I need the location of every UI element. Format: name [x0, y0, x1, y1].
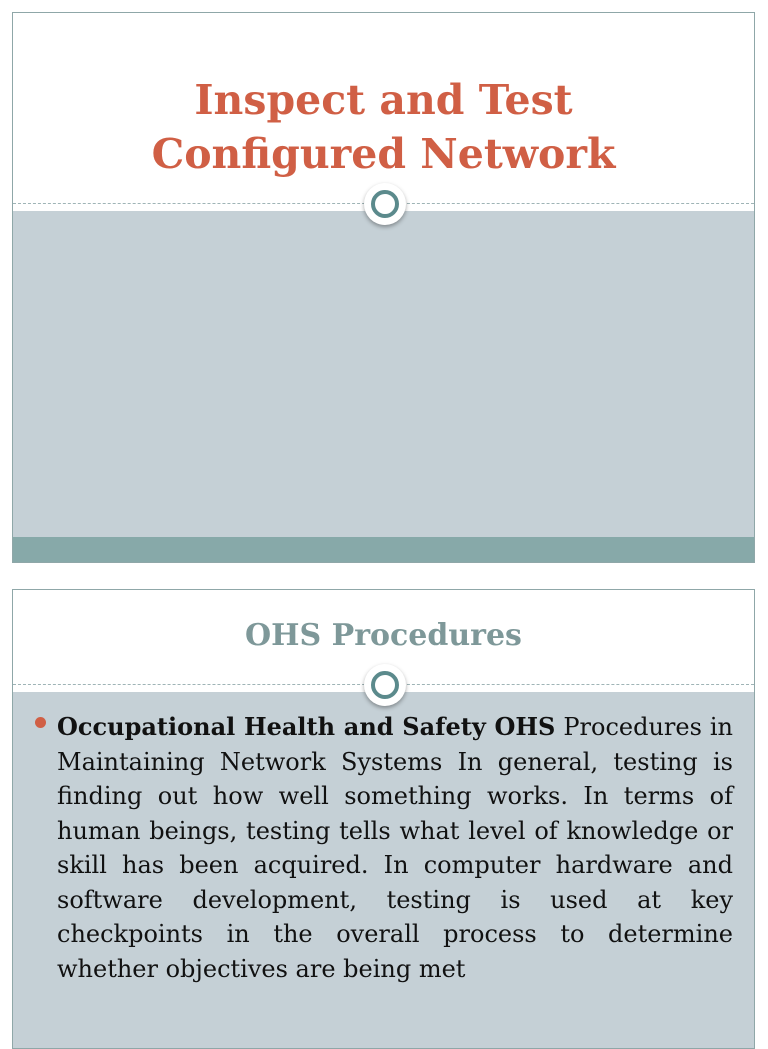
slide-1-footer-band — [13, 537, 754, 563]
slide-1-content-area — [13, 211, 754, 537]
bullet-dot-icon — [35, 717, 46, 728]
slide-1-title-line-1: Inspect and Test — [194, 76, 573, 124]
slide-1 — [12, 12, 755, 563]
slide-2-title: OHS Procedures — [245, 618, 522, 653]
slide-2-bullet — [57, 710, 733, 986]
slide-1-title-line-2: Configured Network — [151, 130, 616, 178]
bullet-body-text: Procedures in Maintaining Network Systems In general, testing is finding out how well something works. In terms of human beings, testing tells what level of knowledge or skill has been acquired. In computer hardware and software development, testing is used at key checkpoints in the overall process to determine whether objectives are being met — [57, 713, 734, 983]
slide-1-title — [13, 73, 754, 181]
ring-ornament-icon — [364, 664, 406, 706]
ring-ornament-icon — [364, 183, 406, 225]
slide-2 — [12, 589, 755, 1049]
bullet-bold-heading: Occupational Health and Safety OHS — [57, 712, 556, 741]
